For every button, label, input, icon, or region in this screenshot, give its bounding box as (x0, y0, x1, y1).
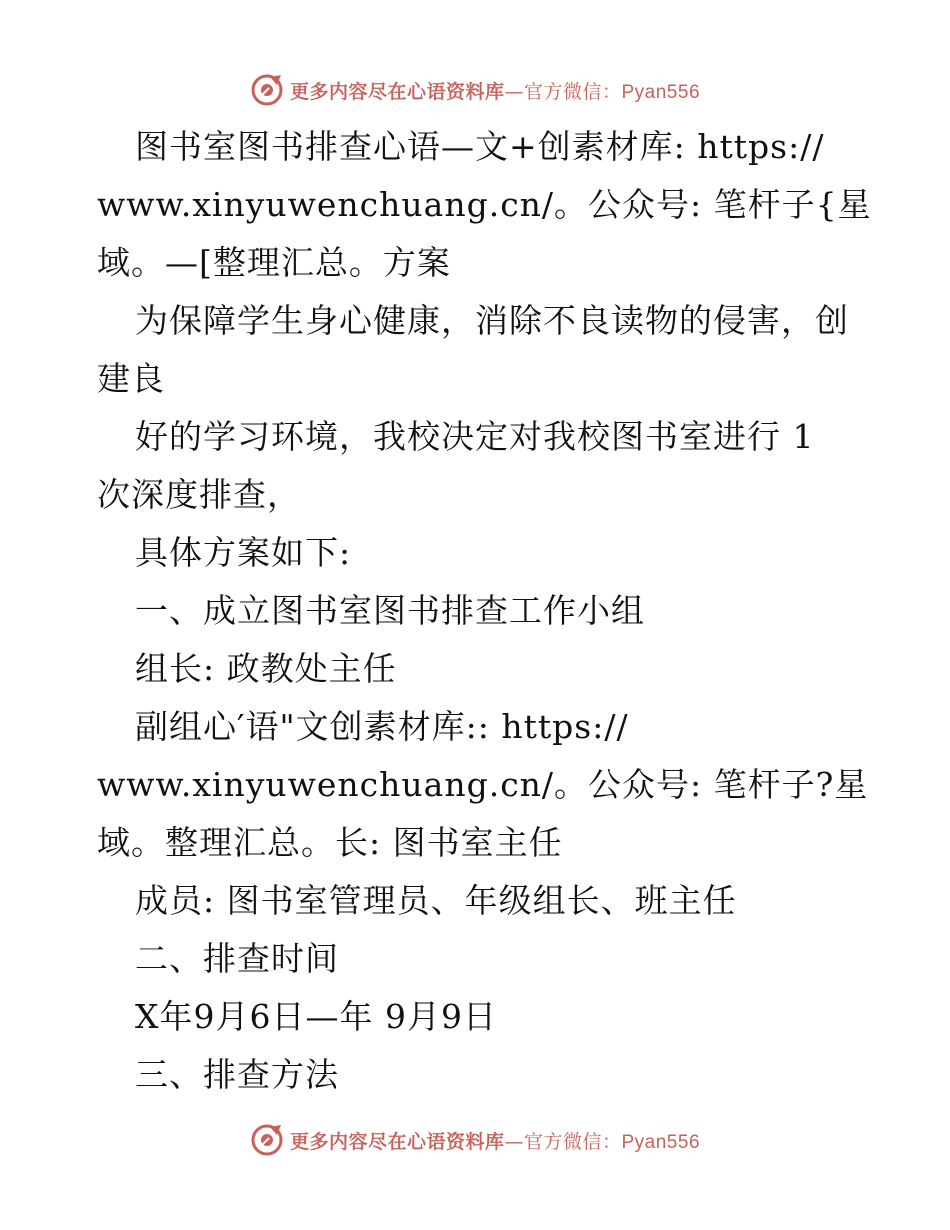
text-line: 成员: 图书室管理员、年级组长、班主任 (135, 881, 737, 920)
text-line: 为保障学生身心健康，消除不良读物的侵害，创 (135, 301, 849, 340)
text-line: 组长: 政教处主任 (135, 649, 397, 688)
text-line: 二、排查时间 (135, 939, 339, 978)
footer-banner-inner (250, 1123, 700, 1157)
logo-icon (250, 73, 284, 107)
footer-banner-separator: — (504, 1130, 524, 1153)
footer-banner-main: 更多内容尽在心语资料库 (289, 1130, 505, 1153)
text-line: 次深度排查， (97, 475, 301, 514)
text-line: 图书室图书排查心语—文+创素材库: https:// (135, 127, 825, 166)
header-banner-main: 更多内容尽在心语资料库 (289, 80, 505, 103)
header-banner-suffix: 官方微信：Pyan556 (524, 81, 701, 103)
header-banner (0, 70, 950, 110)
header-banner-inner (250, 73, 700, 107)
text-line: www.xinyuwenchuang.cn/。公众号: 笔杆子{星 (97, 185, 872, 224)
text-line: 三、排查方法 (135, 1055, 339, 1094)
text-line: 域。整理汇总。长: 图书室主任 (97, 823, 563, 862)
text-line: 建良 (97, 359, 165, 398)
text-line: X年9月6日—年 9月9日 (135, 997, 497, 1036)
footer-banner-suffix: 官方微信：Pyan556 (524, 1131, 701, 1153)
text-line: 好的学习环境，我校决定对我校图书室进行 1 (135, 417, 815, 456)
text-line: 域。—[整理汇总。方案 (97, 243, 451, 282)
logo-icon (250, 1123, 284, 1157)
text-line: 副组心′语"文创素材库:: https:// (135, 707, 629, 746)
footer-banner-text (290, 1127, 700, 1154)
text-line: 具体方案如下: (135, 533, 352, 572)
header-banner-text (290, 77, 700, 104)
document-body (97, 118, 877, 1104)
text-line: www.xinyuwenchuang.cn/。公众号: 笔杆子?星 (97, 765, 869, 804)
header-banner-separator: — (504, 80, 524, 103)
footer-banner (0, 1120, 950, 1160)
text-line: 一、成立图书室图书排查工作小组 (135, 591, 645, 630)
